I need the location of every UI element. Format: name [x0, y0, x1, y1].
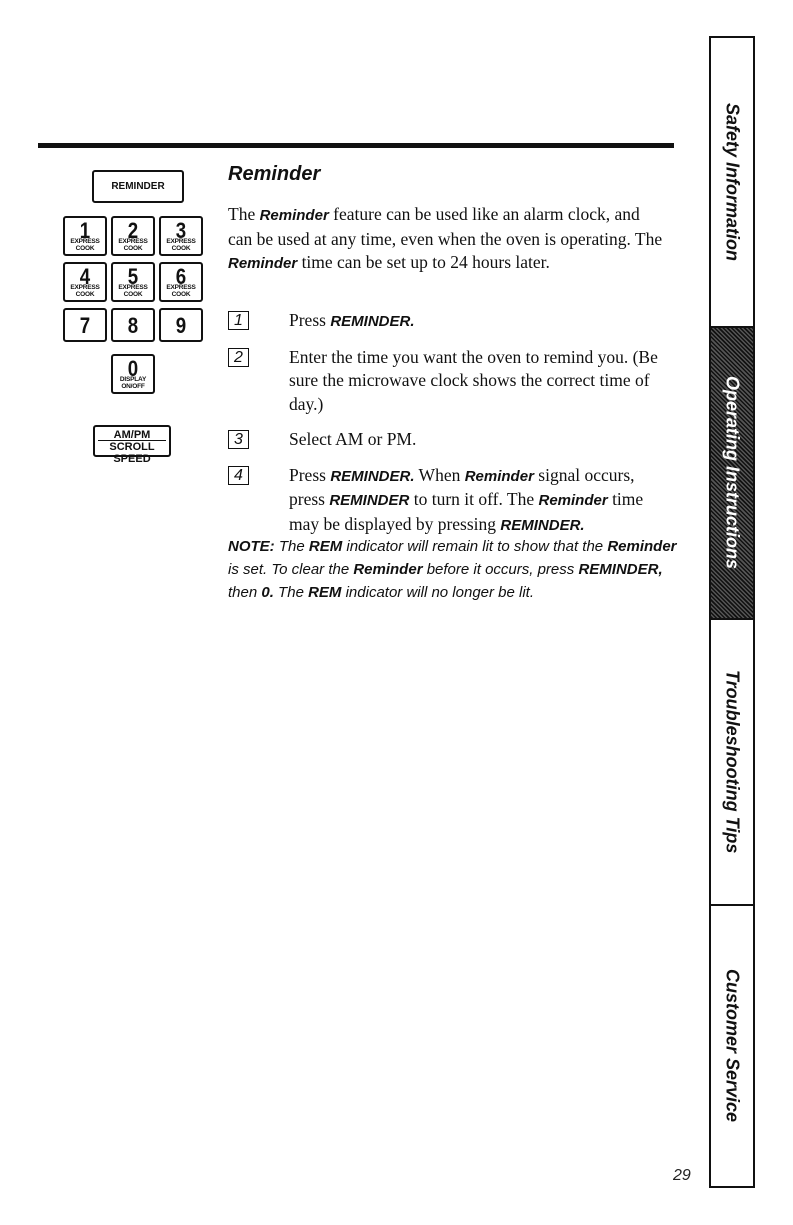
- tab-label: Troubleshooting Tips: [722, 670, 743, 854]
- text: The: [228, 204, 260, 224]
- text: then: [228, 584, 262, 601]
- text: before it occurs, press: [422, 561, 579, 578]
- key-9: [159, 308, 203, 342]
- step-item: [228, 464, 668, 538]
- text: Select AM or PM.: [289, 429, 417, 449]
- key-number: 6: [175, 264, 187, 289]
- step-number: 3: [228, 430, 249, 449]
- key-number: 7: [79, 313, 91, 338]
- keyword: Reminder: [353, 561, 423, 578]
- tab-label: Customer Service: [722, 969, 743, 1123]
- reminder-key: [92, 170, 184, 203]
- text: time can be set up to 24 hours later.: [297, 252, 550, 272]
- ampm-scroll-speed-key: [93, 425, 171, 465]
- keyword: Reminder: [259, 207, 329, 224]
- keyword: Reminder: [538, 492, 608, 509]
- key-1: [63, 216, 107, 256]
- key-3: [159, 216, 203, 256]
- section-title: Reminder: [228, 163, 321, 185]
- keyword: REMINDER,: [578, 561, 663, 578]
- key-sublabel: EXPRESS COOK: [166, 238, 196, 252]
- text: is set. To clear the: [228, 561, 354, 578]
- key-sublabel: EXPRESS COOK: [118, 284, 148, 298]
- key-5: [111, 262, 155, 302]
- key-sublabel: EXPRESS COOK: [70, 238, 100, 252]
- step-item: [228, 428, 668, 452]
- ampm-label: AM/PM: [113, 429, 151, 441]
- note-label: NOTE:: [228, 538, 275, 555]
- text: signal occurs, press: [289, 464, 635, 509]
- section-tabs-sidebar: [709, 36, 755, 1188]
- text: time may be displayed by pressing: [289, 489, 644, 534]
- key-7: [63, 308, 107, 342]
- key-number: 1: [79, 218, 91, 243]
- key-8: [111, 308, 155, 342]
- keyword: REMINDER.: [330, 467, 415, 485]
- page-number: 29: [673, 1167, 691, 1184]
- note-paragraph: [228, 535, 678, 604]
- step-item: [228, 309, 668, 334]
- keyword: REMINDER.: [500, 516, 585, 534]
- text: The: [274, 538, 309, 555]
- key-number: 2: [127, 218, 139, 243]
- key-sublabel: EXPRESS COOK: [70, 284, 100, 298]
- text: to turn it off. The: [409, 489, 539, 509]
- tab-label: Operating Instructions: [722, 376, 743, 570]
- keyword: REM: [308, 538, 343, 555]
- keyword: Reminder: [228, 255, 298, 272]
- text: indicator will remain lit to show that the: [342, 538, 608, 555]
- key-number: 8: [127, 313, 139, 338]
- scroll-speed-label: SCROLL SPEED: [98, 440, 166, 465]
- keyword: Reminder: [607, 538, 677, 555]
- step-item: [228, 346, 668, 417]
- reminder-key-label: REMINDER: [111, 181, 165, 192]
- step-number: 1: [228, 311, 249, 330]
- tab-troubleshooting-tips[interactable]: [711, 620, 753, 904]
- key-0: [111, 354, 155, 394]
- key-sublabel: EXPRESS COOK: [118, 238, 148, 252]
- keyword: REMINDER: [329, 492, 410, 509]
- intro-paragraph: [228, 203, 668, 276]
- key-2: [111, 216, 155, 256]
- key-sublabel: DISPLAY ON/OFF: [119, 376, 147, 390]
- text: indicator will no longer be lit.: [341, 584, 535, 601]
- tab-label: Safety Information: [722, 102, 743, 262]
- text: Enter the time you want the oven to remind you. (Be sure the microwave clock shows the correct time of day.): [289, 346, 658, 414]
- key-number: 4: [79, 264, 91, 289]
- key-4: [63, 262, 107, 302]
- key-number: 0: [127, 356, 139, 381]
- text: Press: [289, 310, 331, 330]
- keyword: REM: [308, 584, 342, 601]
- text: feature can be used like an alarm clock, and can be used at any time, even when the oven is operating. The: [228, 204, 663, 249]
- keyword: REMINDER.: [330, 313, 415, 330]
- tab-operating-instructions[interactable]: [711, 328, 753, 618]
- keyword: 0.: [261, 584, 274, 601]
- step-number: 2: [228, 348, 249, 367]
- key-number: 3: [175, 218, 187, 243]
- key-6: [159, 262, 203, 302]
- key-number: 9: [175, 313, 187, 338]
- text: When: [414, 464, 465, 485]
- tab-customer-service[interactable]: [711, 906, 753, 1186]
- text: The: [273, 584, 309, 601]
- step-list: [228, 309, 668, 549]
- step-number: 4: [228, 466, 249, 485]
- keyword: Reminder: [464, 467, 534, 485]
- tab-safety-information[interactable]: [711, 38, 753, 326]
- key-sublabel: EXPRESS COOK: [166, 284, 196, 298]
- text: Press: [289, 464, 331, 485]
- top-rule: [38, 143, 674, 148]
- key-number: 5: [127, 264, 139, 289]
